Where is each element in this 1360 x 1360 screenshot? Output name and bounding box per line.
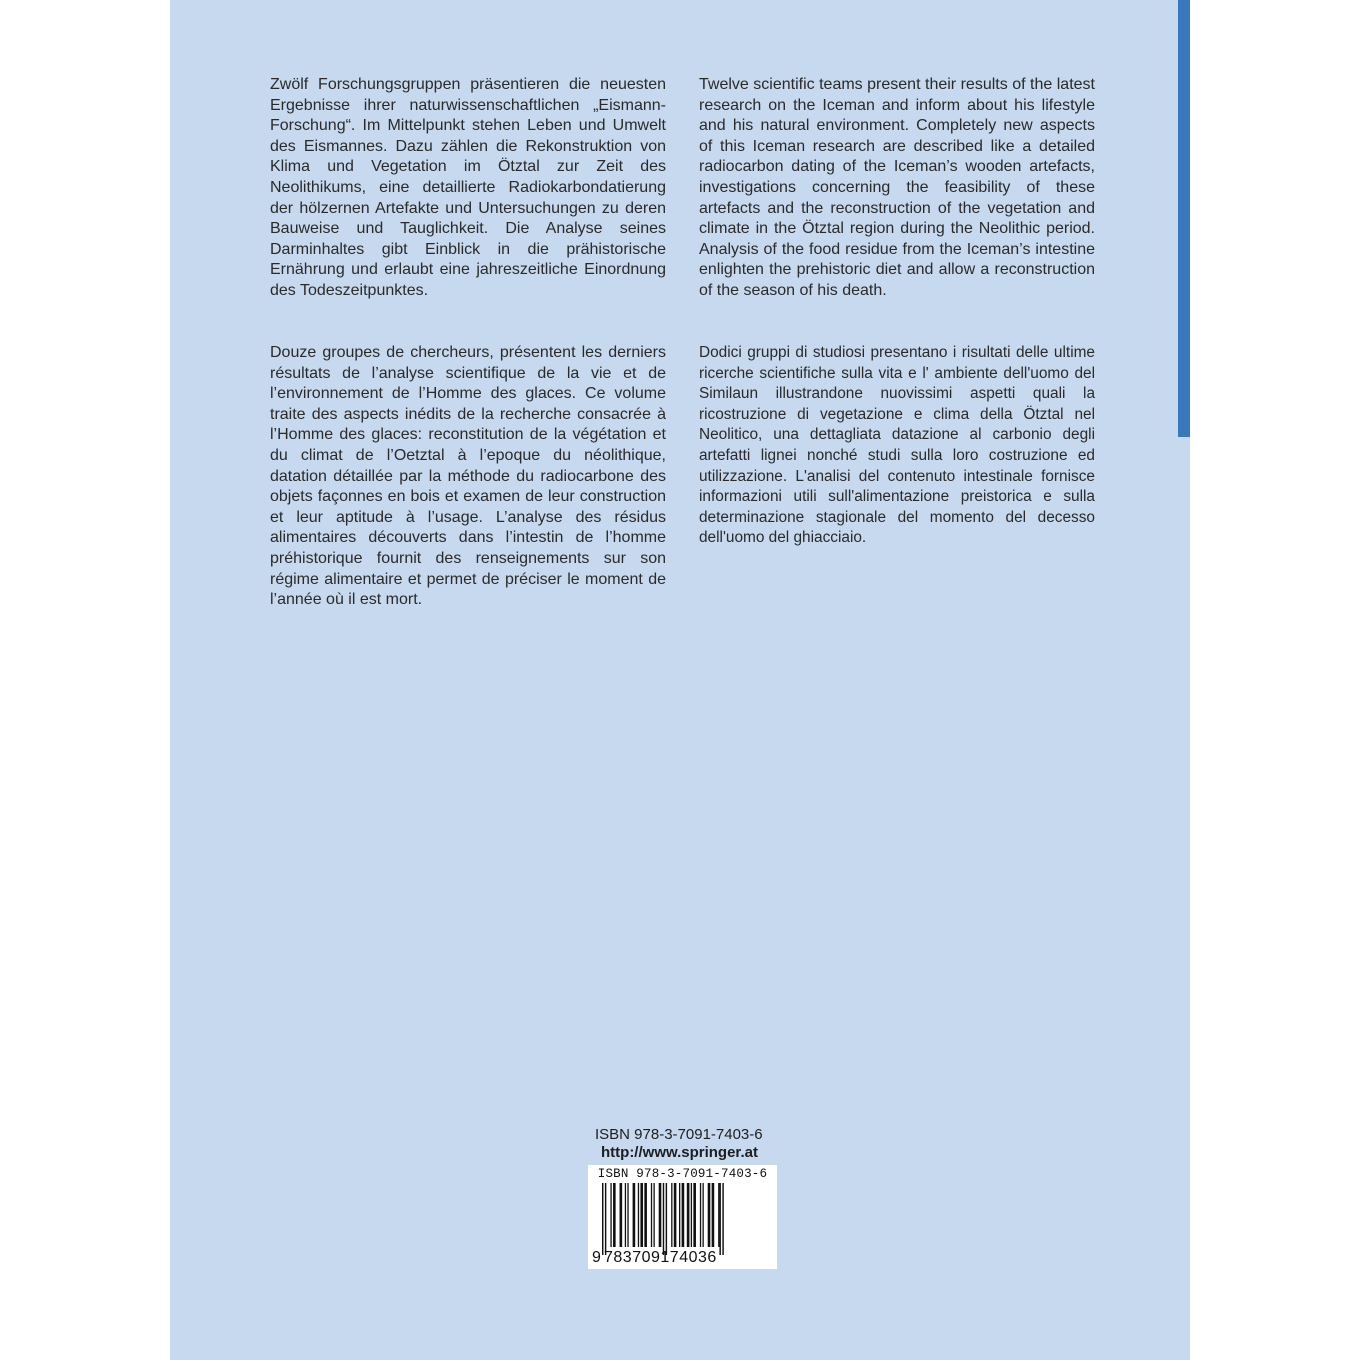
barcode-bar (625, 1183, 626, 1247)
barcode-bar (659, 1183, 662, 1247)
blurb-french: Douze groupes de chercheurs, présentent les derniers résultats de l’analyse scientifique de la vie et de l’environnement de l’Homme des glaces. Ce volume traite des aspects inédits de la recherche consacrée à l’Homme des glaces: reconstitution de la végétation et du climat de l’Oetztal à l’epoque du néolithique, datation détaillée par la méthode du radiocarbone des objets façonnes en bois et examen de leur construction et leur aptitude à l’usage. L’analyse des résidus alimentaires découverts dans l’intestin de l’homme préhistorique fournit des renseignements sur son régime alimentaire et permet de préciser le moment de l’année où il est mort. (270, 344, 666, 609)
barcode-bar (682, 1183, 685, 1247)
barcode-bar (653, 1183, 654, 1247)
barcode-bar (640, 1183, 643, 1247)
barcode-bar (702, 1183, 703, 1247)
barcode-bar (613, 1183, 616, 1247)
barcode-bar (610, 1183, 611, 1247)
barcode-bar (602, 1183, 603, 1255)
barcode-bar (712, 1183, 715, 1247)
barcode-bar (700, 1183, 701, 1247)
publisher-url: http://www.springer.at (601, 1144, 758, 1161)
blurb-german: Zwölf Forschungsgruppen präsentieren die neuesten Ergebnisse ihrer naturwissenschaftlichen „Eismann-Forschung“. Im Mittelpunkt stehen Leben und Umwelt des Eismannes. Dazu zählen die Rekonstruktion von Klima und Vegetation im Ötztal zur Zeit des Neolithikums, eine detaillierte Radiokarbondatierung der hölzernen Artefakte und Untersuchungen zu deren Bauweise und Tauglichkeit. Die Analyse seines Darminhaltes gibt Einblick in die prähistorische Ernährung und erlaubt eine jahreszeitliche Einordnung des Todeszeitpunktes. (270, 76, 666, 299)
barcode-bar (674, 1183, 677, 1247)
barcode-bar (719, 1183, 720, 1255)
barcode-bar (671, 1183, 672, 1247)
barcode-caption: ISBN 978-3-7091-7403-6 (597, 1167, 768, 1181)
barcode-bar (666, 1183, 667, 1255)
barcode-first-digit: 9 (592, 1249, 601, 1266)
barcode-bar (663, 1183, 664, 1255)
barcode-bar (691, 1183, 692, 1247)
barcode-bar (708, 1183, 711, 1247)
isbn-label: ISBN 978-3-7091-7403-6 (595, 1126, 763, 1143)
barcode (588, 1165, 777, 1269)
barcode-bar (651, 1183, 652, 1247)
blurb-english: Twelve scientific teams present their results of the latest research on the Iceman and inform about his lifestyle and his natural environment. Completely new aspects of this Iceman research are described like a detailed radiocarbon dating of the Iceman’s wooden artefacts, investigations concerning the feasibility of these artefacts and the reconstruction of the vegetation and climate in the Ötztal region during the Neolithic period. Analysis of the food residue from the Iceman’s intestine enlighten the prehistoric diet and allow a reconstruction of the season of his death. (699, 76, 1095, 299)
barcode-bar (718, 1183, 719, 1247)
barcode-bar (605, 1183, 606, 1255)
barcode-bar (638, 1183, 639, 1247)
barcode-bar (722, 1183, 723, 1255)
barcode-bar (679, 1183, 680, 1247)
blurb-italian: Dodici gruppi di studiosi presentano i risultati delle ultime ricerche scientifiche sulla vita e l' ambiente dell'uomo del Similaun illustrandone nuovissimi aspetti quali la ricostruzione di vegetazione e clima della Ötztal nel Neolitico, una dettagliata datazione al carbonio degli artefatti lignei nonché studi sulla loro costruzione ed utilizzazione. L'analisi del contenuto intestinale fornisce informazioni utili sull'alimentazione preistorica e sulla determinazione stagionale del momento del decesso dell'uomo del ghiacciaio. (699, 344, 1095, 547)
barcode-bar (644, 1183, 647, 1247)
accent-stripe (1178, 0, 1190, 437)
barcode-bar (693, 1183, 696, 1247)
barcode-bar (633, 1183, 636, 1247)
barcode-digits: 783709174036 (604, 1249, 717, 1266)
barcode-bar (687, 1183, 690, 1247)
barcode-bar (620, 1183, 623, 1247)
barcode-bar (627, 1183, 628, 1247)
